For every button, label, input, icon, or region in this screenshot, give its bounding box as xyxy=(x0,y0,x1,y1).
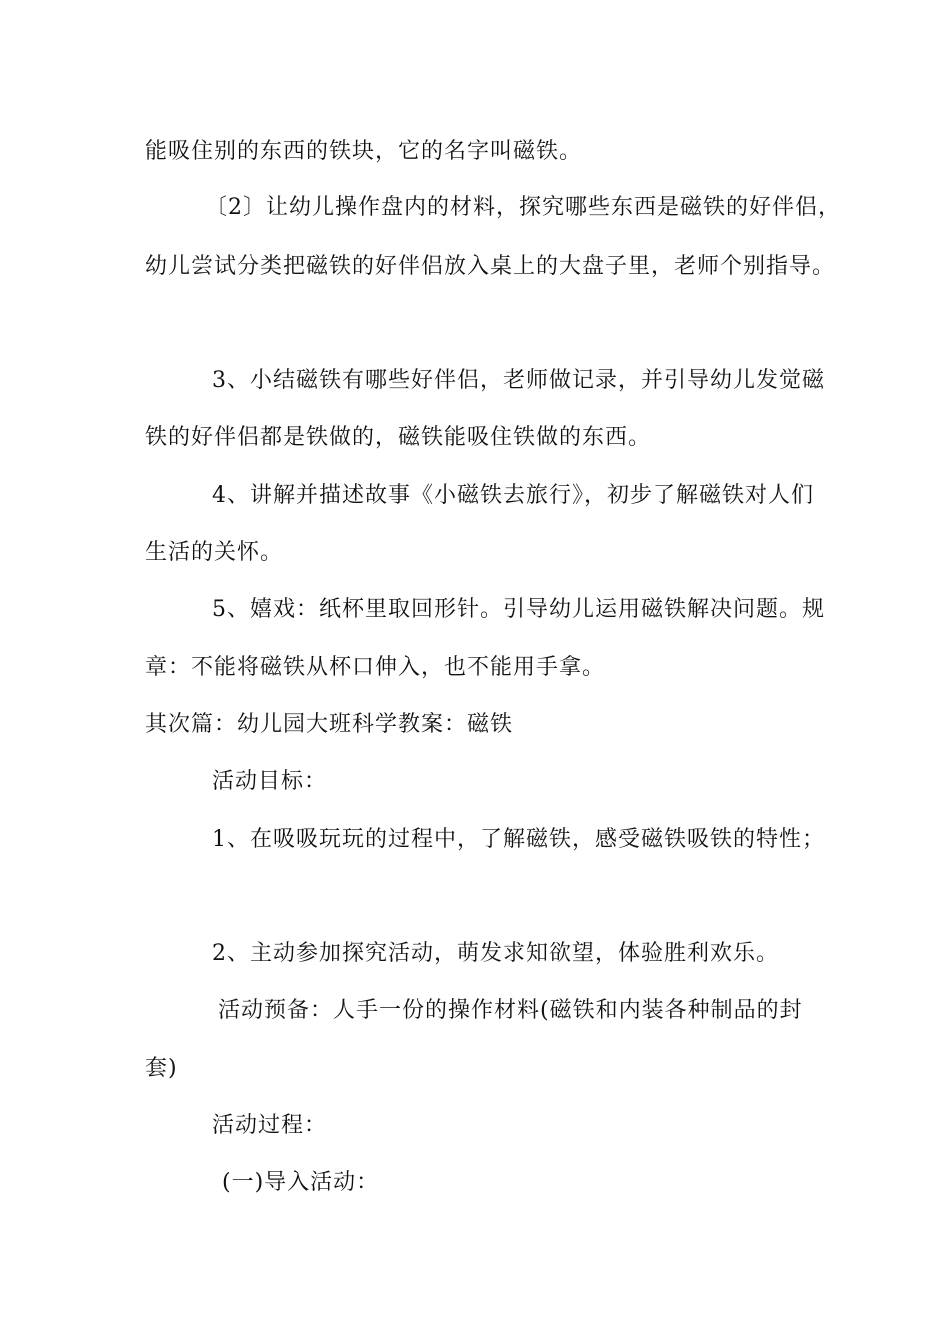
text-line-7: 生活的关怀。 xyxy=(145,540,284,565)
text-line-2: 〔2〕让幼儿操作盘内的材料，探究哪些东西是磁铁的好伴侣， xyxy=(205,195,841,220)
text-line-8: 5、嬉戏：纸杯里取回形针。引导幼儿运用磁铁解决问题。规 xyxy=(212,597,825,622)
text-line-12: 1、在吸吸玩玩的过程中，了解磁铁，感受磁铁吸铁的特性； xyxy=(212,827,825,852)
text-line-17: (一)导入活动： xyxy=(222,1170,380,1195)
text-line-4: 3、小结磁铁有哪些好伴侣，老师做记录，并引导幼儿发觉磁 xyxy=(212,368,825,393)
text-line-11: 活动目标： xyxy=(212,769,328,794)
text-line-5: 铁的好伴侣都是铁做的，磁铁能吸住铁做的东西。 xyxy=(145,425,652,450)
text-line-1: 能吸住别的东西的铁块，它的名字叫磁铁。 xyxy=(145,139,583,164)
text-line-9: 章：不能将磁铁从杯口伸入，也不能用手拿。 xyxy=(145,655,606,680)
text-line-3: 幼儿尝试分类把磁铁的好伴侣放入桌上的大盘子里，老师个别指导。 xyxy=(145,254,836,279)
text-line-13: 2、主动参加探究活动，萌发求知欲望，体验胜利欢乐。 xyxy=(212,941,779,966)
text-line-16: 活动过程： xyxy=(212,1113,328,1138)
text-line-15: 套) xyxy=(145,1056,178,1081)
text-line-14: 活动预备：人手一份的操作材料(磁铁和内装各种制品的封 xyxy=(218,998,803,1023)
section-heading: 其次篇：幼儿园大班科学教案：磁铁 xyxy=(145,712,514,737)
text-line-6: 4、讲解并描述故事《小磁铁去旅行》，初步了解磁铁对人们 xyxy=(212,483,814,508)
